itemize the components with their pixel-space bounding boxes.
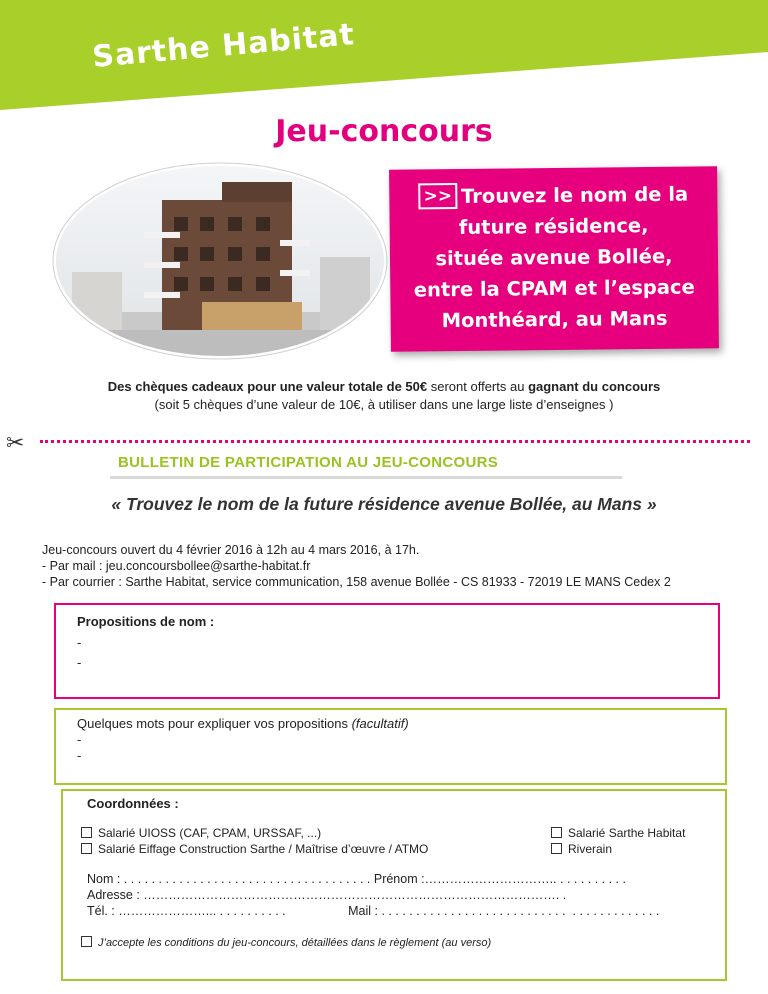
heading-underline <box>110 476 622 479</box>
tel-mail-field[interactable]: Tél. : …………………... . . . . . . . . . . Mail : . . . . . . . . . . . . . . . . . . . . . . . . . . . . . . . . . . . . . . . . <box>87 904 660 918</box>
building-photo <box>52 162 388 360</box>
explanation-field-2[interactable]: - <box>77 748 82 763</box>
coordinates-label: Coordonnées : <box>87 796 179 811</box>
checkbox-icon <box>81 827 92 838</box>
checkbox-accept-conditions[interactable]: J’accepte les conditions du jeu-concours, détaillées dans le règlement (au verso) <box>81 936 491 949</box>
nom-prenom-field[interactable]: Nom : . . . . . . . . . . . . . . . . . . . . . . . . . . . . . . . . . . . . Prénom :………………………….. . . . . . . . . . . <box>87 872 626 886</box>
explanation-label: Quelques mots pour expliquer vos propositions (facultatif) <box>77 716 409 731</box>
checkbox-icon <box>551 843 562 854</box>
question-line: future résidence, <box>458 214 649 239</box>
contest-quote: « Trouvez le nom de la future résidence avenue Bollée, au Mans » <box>111 494 657 514</box>
propositions-box[interactable] <box>54 603 720 699</box>
question-line: entre la CPAM et l’espace <box>413 275 695 302</box>
bulletin-heading: BULLETIN DE PARTICIPATION AU JEU-CONCOURS <box>118 454 499 471</box>
checkbox-icon <box>81 936 92 947</box>
proposition-field-1[interactable]: - <box>77 635 82 650</box>
checkbox-icon <box>551 827 562 838</box>
checkbox-icon <box>81 843 92 854</box>
page-title: Jeu-concours <box>275 114 493 149</box>
propositions-label: Propositions de nom : <box>77 614 215 629</box>
question-line: Trouvez le nom de la <box>460 182 689 208</box>
explanation-field-1[interactable]: - <box>77 732 82 747</box>
checkbox-riverain[interactable]: Riverain <box>551 842 612 856</box>
checkbox-uioss[interactable]: Salarié UIOSS (CAF, CPAM, URSSAF, ...) <box>81 826 321 840</box>
checkbox-sarthe-habitat[interactable]: Salarié Sarthe Habitat <box>551 826 685 840</box>
prize-description: Des chèques cadeaux pour une valeur totale de 50€ seront offerts au gagnant du concours (soit 5 chèques d’une valeur de 10€, à utiliser dans une large liste d’enseignes ) <box>107 379 661 412</box>
explanation-box[interactable] <box>54 708 727 785</box>
adresse-field[interactable]: Adresse : ………………………………………………………………………………………. . <box>87 888 567 902</box>
contact-fields <box>87 871 659 919</box>
scissors-icon: ✂ <box>6 430 25 455</box>
coordinates-box <box>61 789 727 981</box>
contest-info: Jeu-concours ouvert du 4 février 2016 à 12h au 4 mars 2016, à 17h. - Par mail : jeu.concoursbollee@sarthe-habitat.fr - Par courrier : Sarthe Habitat, service communication, 158 avenue Bollée - CS 81933 - 72019 LE MANS Cedex 2 <box>42 543 671 589</box>
question-box <box>389 166 719 351</box>
brand-logo-text: Sarthe Habitat <box>90 17 357 76</box>
proposition-field-2[interactable]: - <box>77 655 82 670</box>
question-line: Monthéard, au Mans <box>441 306 668 333</box>
cut-line <box>40 440 750 443</box>
checkbox-eiffage[interactable]: Salarié Eiffage Construction Sarthe / Maîtrise d’œuvre / ATMO <box>81 842 428 856</box>
arrow-badge: >> <box>418 183 457 209</box>
question-line: située avenue Bollée, <box>435 244 673 271</box>
